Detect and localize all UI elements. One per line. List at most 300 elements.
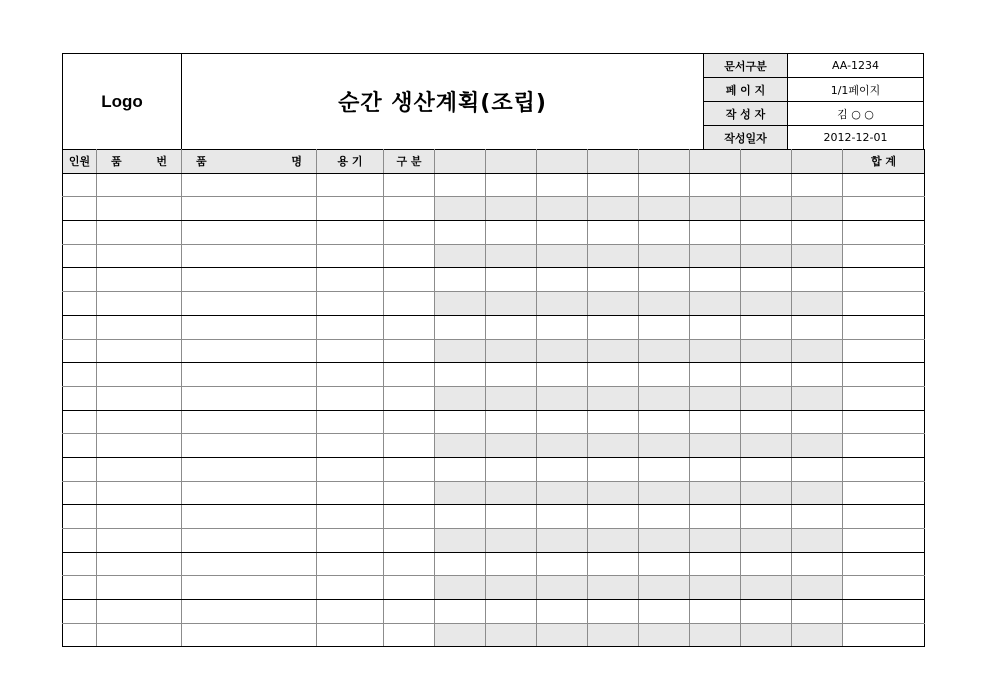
table-cell[interactable] (435, 505, 486, 529)
table-cell[interactable] (588, 576, 639, 600)
table-cell[interactable] (486, 244, 537, 268)
table-cell[interactable] (435, 410, 486, 434)
table-row (63, 363, 925, 387)
table-cell[interactable] (792, 173, 843, 197)
table-cell[interactable] (639, 386, 690, 410)
table-row (63, 221, 925, 245)
table-cell[interactable] (690, 386, 741, 410)
table-cell[interactable] (97, 363, 182, 387)
table-cell[interactable] (690, 481, 741, 505)
table-cell[interactable] (317, 197, 384, 221)
table-cell[interactable] (537, 386, 588, 410)
table-cell[interactable] (182, 315, 317, 339)
table-cell[interactable] (63, 221, 97, 245)
table-cell[interactable] (486, 173, 537, 197)
table-cell[interactable] (792, 600, 843, 624)
table-cell[interactable] (639, 339, 690, 363)
table-cell[interactable] (435, 623, 486, 647)
table-cell[interactable] (317, 339, 384, 363)
table-cell[interactable] (182, 292, 317, 316)
table-cell[interactable] (435, 221, 486, 245)
table-cell[interactable] (792, 315, 843, 339)
table-cell[interactable] (486, 197, 537, 221)
col-part-no (97, 150, 182, 174)
table-cell[interactable] (63, 434, 97, 458)
table-cell[interactable] (97, 505, 182, 529)
table-cell[interactable] (317, 434, 384, 458)
table-cell[interactable] (588, 221, 639, 245)
table-cell[interactable] (435, 244, 486, 268)
table-cell[interactable] (384, 292, 435, 316)
table-cell[interactable] (537, 576, 588, 600)
table-cell[interactable] (435, 434, 486, 458)
table-cell[interactable] (537, 505, 588, 529)
table-cell[interactable] (690, 315, 741, 339)
table-cell[interactable] (63, 315, 97, 339)
table-cell[interactable] (588, 363, 639, 387)
table-cell[interactable] (639, 268, 690, 292)
table-cell[interactable] (792, 386, 843, 410)
table-cell[interactable] (690, 600, 741, 624)
table-cell[interactable] (435, 600, 486, 624)
table-cell[interactable] (486, 529, 537, 553)
table-cell[interactable] (63, 410, 97, 434)
table-cell[interactable] (97, 173, 182, 197)
table-cell[interactable] (741, 363, 792, 387)
col-period (690, 150, 741, 174)
table-cell[interactable] (435, 315, 486, 339)
table-cell[interactable] (639, 315, 690, 339)
table-cell[interactable] (690, 623, 741, 647)
document-title: 순간 생산계획(조립) (182, 54, 704, 150)
table-cell[interactable] (97, 600, 182, 624)
table-cell[interactable] (792, 292, 843, 316)
table-cell[interactable] (317, 268, 384, 292)
table-cell[interactable] (63, 600, 97, 624)
col-part-name-a: 품 (196, 155, 207, 169)
table-cell[interactable] (588, 197, 639, 221)
table-cell[interactable] (63, 529, 97, 553)
table-cell[interactable] (690, 173, 741, 197)
table-cell[interactable] (588, 434, 639, 458)
table-cell[interactable] (792, 623, 843, 647)
table-cell[interactable] (97, 434, 182, 458)
table-cell[interactable] (792, 576, 843, 600)
table-cell[interactable] (537, 221, 588, 245)
table-cell[interactable] (588, 268, 639, 292)
table-cell[interactable] (843, 434, 925, 458)
table-cell[interactable] (486, 600, 537, 624)
table-cell[interactable] (317, 173, 384, 197)
table-cell[interactable] (182, 434, 317, 458)
table-cell[interactable] (639, 576, 690, 600)
table-cell[interactable] (843, 268, 925, 292)
table-cell[interactable] (182, 268, 317, 292)
table-cell[interactable] (843, 244, 925, 268)
table-cell[interactable] (317, 315, 384, 339)
table-cell[interactable] (741, 221, 792, 245)
table-cell[interactable] (97, 339, 182, 363)
table-cell[interactable] (486, 457, 537, 481)
production-plan-sheet (62, 53, 924, 645)
table-cell[interactable] (317, 292, 384, 316)
table-cell[interactable] (690, 457, 741, 481)
table-cell[interactable] (792, 410, 843, 434)
table-cell[interactable] (741, 410, 792, 434)
table-cell[interactable] (690, 197, 741, 221)
table-cell[interactable] (588, 292, 639, 316)
table-cell[interactable] (182, 600, 317, 624)
table-cell[interactable] (317, 481, 384, 505)
table-cell[interactable] (690, 363, 741, 387)
table-cell[interactable] (843, 292, 925, 316)
table-cell[interactable] (317, 529, 384, 553)
table-cell[interactable] (588, 529, 639, 553)
table-cell[interactable] (486, 481, 537, 505)
table-cell[interactable] (97, 292, 182, 316)
table-cell[interactable] (384, 481, 435, 505)
table-cell[interactable] (384, 410, 435, 434)
table-cell[interactable] (63, 481, 97, 505)
table-cell[interactable] (843, 457, 925, 481)
table-cell[interactable] (843, 529, 925, 553)
table-cell[interactable] (486, 386, 537, 410)
table-cell[interactable] (843, 623, 925, 647)
table-cell[interactable] (639, 600, 690, 624)
table-cell[interactable] (639, 410, 690, 434)
logo: Logo (63, 54, 182, 150)
table-cell[interactable] (639, 529, 690, 553)
table-cell[interactable] (97, 529, 182, 553)
table-cell[interactable] (639, 173, 690, 197)
table-row (63, 434, 925, 458)
table-cell[interactable] (486, 221, 537, 245)
table-row (63, 623, 925, 647)
table-cell[interactable] (639, 197, 690, 221)
table-cell[interactable] (486, 339, 537, 363)
table-cell[interactable] (741, 505, 792, 529)
table-cell[interactable] (384, 244, 435, 268)
table-cell[interactable] (690, 221, 741, 245)
table-cell[interactable] (317, 576, 384, 600)
table-cell[interactable] (792, 221, 843, 245)
table-cell[interactable] (792, 434, 843, 458)
table-cell[interactable] (63, 505, 97, 529)
table-cell[interactable] (690, 268, 741, 292)
table-cell[interactable] (690, 339, 741, 363)
table-cell[interactable] (792, 339, 843, 363)
table-cell[interactable] (843, 339, 925, 363)
table-cell[interactable] (182, 173, 317, 197)
table-cell[interactable] (537, 244, 588, 268)
table-cell[interactable] (690, 505, 741, 529)
table-cell[interactable] (384, 339, 435, 363)
table-cell[interactable] (843, 552, 925, 576)
table-cell[interactable] (588, 339, 639, 363)
table-cell[interactable] (741, 457, 792, 481)
table-cell[interactable] (435, 529, 486, 553)
table-cell[interactable] (741, 576, 792, 600)
table-cell[interactable] (97, 315, 182, 339)
table-cell[interactable] (486, 576, 537, 600)
table-cell[interactable] (435, 197, 486, 221)
table-cell[interactable] (97, 623, 182, 647)
table-cell[interactable] (317, 505, 384, 529)
table-cell[interactable] (588, 244, 639, 268)
table-cell[interactable] (63, 292, 97, 316)
table-cell[interactable] (63, 197, 97, 221)
table-cell[interactable] (537, 292, 588, 316)
table-cell[interactable] (182, 552, 317, 576)
table-row (63, 244, 925, 268)
table-cell[interactable] (741, 434, 792, 458)
table-cell[interactable] (741, 600, 792, 624)
table-cell[interactable] (588, 315, 639, 339)
table-cell[interactable] (63, 268, 97, 292)
table-cell[interactable] (537, 173, 588, 197)
table-cell[interactable] (843, 410, 925, 434)
table-cell[interactable] (486, 410, 537, 434)
table-cell[interactable] (63, 339, 97, 363)
table-cell[interactable] (843, 173, 925, 197)
table-cell[interactable] (63, 552, 97, 576)
table-cell[interactable] (435, 292, 486, 316)
table-cell[interactable] (741, 339, 792, 363)
table-cell[interactable] (384, 221, 435, 245)
table-row (63, 197, 925, 221)
table-cell[interactable] (537, 481, 588, 505)
table-cell[interactable] (843, 386, 925, 410)
table-cell[interactable] (741, 623, 792, 647)
table-cell[interactable] (537, 529, 588, 553)
table-cell[interactable] (588, 505, 639, 529)
table-cell[interactable] (486, 363, 537, 387)
table-cell[interactable] (537, 197, 588, 221)
table-cell[interactable] (97, 410, 182, 434)
table-cell[interactable] (537, 339, 588, 363)
table-cell[interactable] (435, 173, 486, 197)
table-cell[interactable] (537, 268, 588, 292)
table-cell[interactable] (63, 623, 97, 647)
table-cell[interactable] (639, 292, 690, 316)
table-cell[interactable] (435, 457, 486, 481)
table-cell[interactable] (97, 552, 182, 576)
table-cell[interactable] (588, 386, 639, 410)
table-cell[interactable] (690, 410, 741, 434)
table-cell[interactable] (792, 505, 843, 529)
table-cell[interactable] (741, 292, 792, 316)
table-cell[interactable] (384, 315, 435, 339)
document-header (62, 53, 924, 150)
table-cell[interactable] (741, 244, 792, 268)
table-cell[interactable] (97, 386, 182, 410)
table-cell[interactable] (486, 434, 537, 458)
table-cell[interactable] (690, 552, 741, 576)
table-cell[interactable] (639, 457, 690, 481)
table-cell[interactable] (639, 505, 690, 529)
table-cell[interactable] (588, 623, 639, 647)
doc-type-value: AA-1234 (788, 54, 924, 78)
table-cell[interactable] (97, 481, 182, 505)
table-cell[interactable] (435, 552, 486, 576)
table-cell[interactable] (384, 197, 435, 221)
table-cell[interactable] (486, 623, 537, 647)
table-cell[interactable] (486, 315, 537, 339)
table-cell[interactable] (182, 363, 317, 387)
table-cell[interactable] (588, 173, 639, 197)
table-cell[interactable] (384, 576, 435, 600)
table-row (63, 481, 925, 505)
table-cell[interactable] (384, 457, 435, 481)
table-cell[interactable] (435, 363, 486, 387)
table-cell[interactable] (588, 481, 639, 505)
table-cell[interactable] (182, 410, 317, 434)
table-cell[interactable] (182, 386, 317, 410)
table-cell[interactable] (537, 457, 588, 481)
table-cell[interactable] (639, 363, 690, 387)
table-cell[interactable] (486, 552, 537, 576)
table-cell[interactable] (63, 173, 97, 197)
table-cell[interactable] (435, 268, 486, 292)
table-cell[interactable] (792, 268, 843, 292)
table-cell[interactable] (384, 600, 435, 624)
table-cell[interactable] (537, 363, 588, 387)
table-row (63, 529, 925, 553)
table-cell[interactable] (843, 600, 925, 624)
table-cell[interactable] (182, 576, 317, 600)
table-cell[interactable] (537, 410, 588, 434)
table-cell[interactable] (63, 244, 97, 268)
table-cell[interactable] (690, 529, 741, 553)
table-cell[interactable] (384, 386, 435, 410)
table-cell[interactable] (97, 244, 182, 268)
table-cell[interactable] (486, 268, 537, 292)
table-cell[interactable] (384, 173, 435, 197)
table-cell[interactable] (97, 221, 182, 245)
table-cell[interactable] (639, 552, 690, 576)
table-cell[interactable] (690, 244, 741, 268)
table-cell[interactable] (537, 552, 588, 576)
table-cell[interactable] (741, 529, 792, 553)
table-cell[interactable] (537, 434, 588, 458)
table-cell[interactable] (317, 363, 384, 387)
table-cell[interactable] (317, 221, 384, 245)
table-cell[interactable] (843, 481, 925, 505)
table-cell[interactable] (792, 363, 843, 387)
table-cell[interactable] (97, 197, 182, 221)
table-cell[interactable] (792, 552, 843, 576)
table-cell[interactable] (741, 173, 792, 197)
table-cell[interactable] (588, 410, 639, 434)
table-cell[interactable] (639, 244, 690, 268)
table-cell[interactable] (792, 481, 843, 505)
table-cell[interactable] (63, 457, 97, 481)
table-cell[interactable] (63, 386, 97, 410)
table-cell[interactable] (843, 505, 925, 529)
column-header-row (63, 150, 925, 174)
table-cell[interactable] (792, 197, 843, 221)
table-cell[interactable] (588, 600, 639, 624)
table-cell[interactable] (741, 315, 792, 339)
table-cell[interactable] (182, 457, 317, 481)
table-cell[interactable] (63, 363, 97, 387)
table-cell[interactable] (843, 363, 925, 387)
table-cell[interactable] (384, 623, 435, 647)
table-cell[interactable] (384, 363, 435, 387)
table-cell[interactable] (690, 292, 741, 316)
table-cell[interactable] (182, 221, 317, 245)
table-cell[interactable] (843, 221, 925, 245)
table-cell[interactable] (435, 339, 486, 363)
table-cell[interactable] (384, 268, 435, 292)
table-cell[interactable] (843, 576, 925, 600)
table-cell[interactable] (182, 481, 317, 505)
table-cell[interactable] (435, 386, 486, 410)
table-cell[interactable] (741, 552, 792, 576)
col-period (792, 150, 843, 174)
table-cell[interactable] (97, 268, 182, 292)
table-cell[interactable] (537, 623, 588, 647)
table-cell[interactable] (317, 410, 384, 434)
table-cell[interactable] (792, 244, 843, 268)
table-cell[interactable] (690, 576, 741, 600)
table-cell[interactable] (741, 268, 792, 292)
table-cell[interactable] (843, 197, 925, 221)
table-cell[interactable] (639, 434, 690, 458)
table-cell[interactable] (435, 481, 486, 505)
table-cell[interactable] (792, 457, 843, 481)
table-cell[interactable] (384, 552, 435, 576)
table-cell[interactable] (639, 221, 690, 245)
page-value: 1/1페이지 (788, 78, 924, 102)
table-cell[interactable] (182, 529, 317, 553)
table-cell[interactable] (384, 505, 435, 529)
table-cell[interactable] (97, 576, 182, 600)
table-cell[interactable] (317, 386, 384, 410)
table-cell[interactable] (741, 386, 792, 410)
table-cell[interactable] (486, 292, 537, 316)
col-part-no-a: 품 (111, 155, 122, 169)
table-cell[interactable] (317, 457, 384, 481)
table-cell[interactable] (690, 434, 741, 458)
table-cell[interactable] (182, 339, 317, 363)
table-cell[interactable] (639, 481, 690, 505)
table-cell[interactable] (182, 244, 317, 268)
table-cell[interactable] (588, 457, 639, 481)
table-cell[interactable] (435, 576, 486, 600)
table-cell[interactable] (588, 552, 639, 576)
table-cell[interactable] (639, 623, 690, 647)
table-cell[interactable] (384, 434, 435, 458)
table-cell[interactable] (182, 197, 317, 221)
table-cell[interactable] (317, 244, 384, 268)
table-cell[interactable] (537, 315, 588, 339)
table-cell[interactable] (741, 481, 792, 505)
table-cell[interactable] (384, 529, 435, 553)
table-cell[interactable] (792, 529, 843, 553)
table-cell[interactable] (182, 505, 317, 529)
table-cell[interactable] (317, 552, 384, 576)
table-cell[interactable] (317, 600, 384, 624)
table-cell[interactable] (843, 315, 925, 339)
table-cell[interactable] (182, 623, 317, 647)
table-cell[interactable] (317, 623, 384, 647)
table-cell[interactable] (486, 505, 537, 529)
table-cell[interactable] (97, 457, 182, 481)
table-cell[interactable] (741, 197, 792, 221)
table-cell[interactable] (537, 600, 588, 624)
table-cell[interactable] (63, 576, 97, 600)
